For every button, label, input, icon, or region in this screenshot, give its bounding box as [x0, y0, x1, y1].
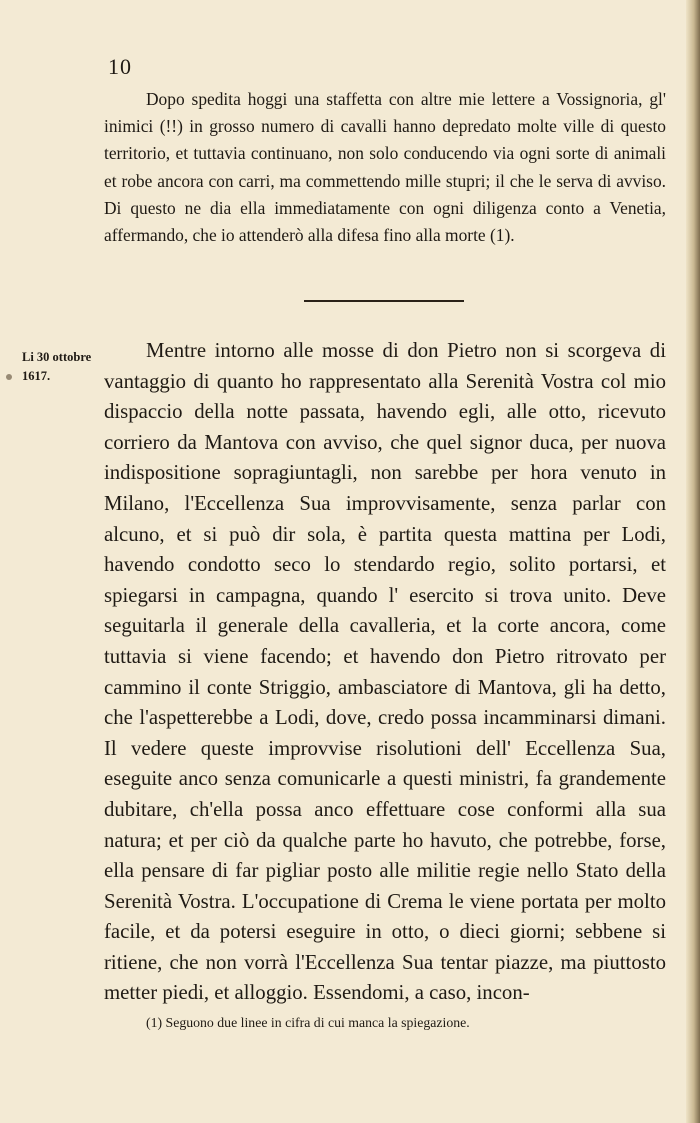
- margin-mark: [6, 374, 12, 380]
- margin-date-note: Li 30 ottobre 1617.: [22, 350, 92, 383]
- paragraph-dispatch: Mentre intorno alle mosse di don Pietro non si scorgeva di vantaggio di quanto ho rappresentato alla Serenità Vostra col mio dispaccio della notte passata, havendo egli, alle otto, ricevuto corriero da Mantova con avviso, che quel signor duca, per nuova indispositione sopragiuntagli, non sarebbe per hora venuto in Milano, l'Eccellenza Sua improvvisamente, senza parlar con alcuno, et si può dir sola, è partita questa mattina per Lodi, havendo condotto seco lo stendardo regio, solito portarsi, et spiegarsi in campagna, quando l' esercito si trova unito. Deve seguitarla il generale della cavalleria, et la corte ancora, come tuttavia si viene facendo; et havendo don Pietro ritrovato per cammino il conte Striggio, ambasciatore di Mantova, gli ha detto, che l'aspetterebbe a Lodi, dove, credo possa incamminarsi dimani. Il vedere queste improvvise risolutioni dell' Eccellenza Sua, eseguite anco senza comunicarle a questi ministri, fa grandemente dubitare, ch'ella possa anco effettuare cose conformi alla sua natura; et per ciò da qualche parte ho havuto, che potrebbe, forse, ella pensare di far pigliar posto alle militie regie nello Stato della Serenità Vostra. L'occupatione di Crema le viene portata per molto facile, et da potersi eseguire in otto, o dieci giorni; sebbene si ritiene, che non vorrà l'Eccellenza Sua tentar piazze, ma piuttosto metter piedi, et alloggio. Essendomi, a caso, incon-: [104, 339, 666, 1005]
- section-divider: [304, 300, 464, 302]
- page-edge: [686, 0, 700, 1123]
- paragraph-letter: Dopo spedita hoggi una staffetta con altre mie lettere a Vossignoria, gl' inimici (!!) in grosso numero di cavalli hanno depredato molte ville di questo territorio, et tuttavia continuano, non solo conducendo via ogni sorte di animali et robe ancora con carri, ma commettendo mille stupri; il che le serva di avviso. Di questo ne dia ella immediatamente con ogni diligenza conto a Venetia, affermando, che io attenderò alla difesa fino alla morte (1).: [104, 89, 666, 246]
- footnote: (1) Seguono due linee in cifra di cui manca la spiegazione.: [146, 1015, 470, 1030]
- page-number: 10: [108, 54, 132, 79]
